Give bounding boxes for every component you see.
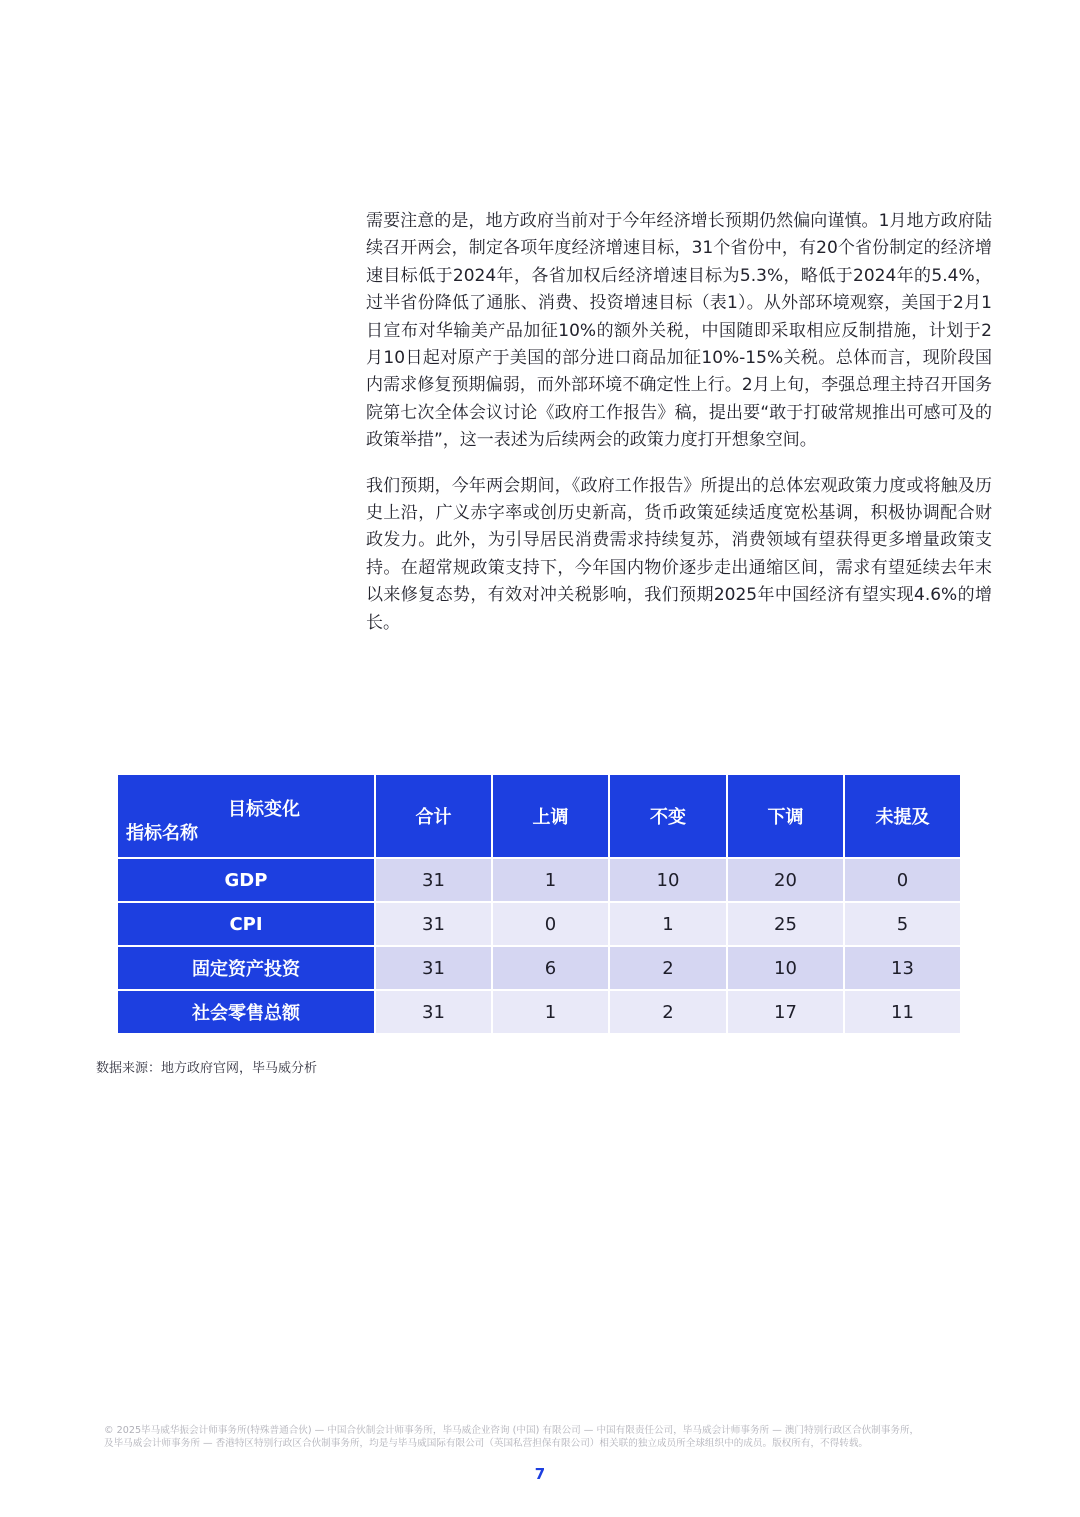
header-lowered: 下调 [727, 774, 844, 858]
table-cell: 20 [727, 858, 844, 902]
paragraph-2: 我们预期，今年两会期间，《政府工作报告》所提出的总体宏观政策力度或将触及历史上沿，广义赤字率或创历史新高，货币政策延续适度宽松基调，积极协调配合财政发力。此外，为引导居民消费需求持续复苏，消费领域有望获得更多增量政策支持。在超常规政策支持下，今年国内物价逐步走出通缩区间，需求有望延续去年末以来修复态势，有效对冲关税影响，我们预期2025年中国经济有望实现4.6%的增长。 [366, 475, 992, 633]
table-cell: 11 [844, 990, 961, 1034]
province-targets-table [116, 773, 962, 1035]
row-label: 社会零售总额 [117, 990, 375, 1034]
table-cell: 31 [375, 990, 492, 1034]
header-unchanged: 不变 [609, 774, 727, 858]
table-cell: 17 [727, 990, 844, 1034]
table-header-row [117, 774, 961, 858]
header-total: 合计 [375, 774, 492, 858]
data-source-note: 数据来源：地方政府官网，毕马威分析 [96, 1061, 318, 1076]
table-cell: 31 [375, 946, 492, 990]
table-row [117, 858, 961, 902]
table-row [117, 990, 961, 1034]
paragraph-1: 需要注意的是，地方政府当前对于今年经济增长预期仍然偏向谨慎。1月地方政府陆续召开两会，制定各项年度经济增速目标，31个省份中，有20个省份制定的经济增速目标低于2024年，各省加权后经济增速目标为5.3%，略低于2024年的5.4%，过半省份降低了通胀、消费、投资增速目标（表1）。从外部环境观察，美国于2月1日宣布对华输美产品加征10%的额外关税，中国随即采取相应反制措施，计划于2月10日起对原产于美国的部分进口商品加征10%-15%关税。总体而言，现阶段国内需求修复预期偏弱，而外部环境不确定性上行。2月上旬，李强总理主持召开国务院第七次全体会议讨论《政府工作报告》稿，提出要“敢于打破常规推出可感可及的政策举措”，这一表述为后续两会的政策力度打开想象空间。 [366, 211, 992, 451]
table-cell: 1 [609, 902, 727, 946]
table-row [117, 902, 961, 946]
page-number: 7 [534, 1465, 546, 1483]
copyright-line-1: © 2025毕马威华振会计师事务所(特殊普通合伙) — 中国合伙制会计师事务所，毕马威企业咨询 (中国) 有限公司 — 中国有限责任公司，毕马威会计师事务所 — 澳门特别行政区合伙制事务所， [104, 1425, 920, 1436]
table-cell: 6 [492, 946, 609, 990]
header-not-mentioned: 未提及 [844, 774, 961, 858]
corner-header-target-change: 目标变化 [228, 799, 300, 820]
table-cell: 5 [844, 902, 961, 946]
table-cell: 2 [609, 946, 727, 990]
table-cell: 31 [375, 858, 492, 902]
row-label: GDP [117, 858, 375, 902]
table-row [117, 946, 961, 990]
copyright-line-2: 及毕马威会计师事务所 — 香港特区特别行政区合伙制事务所，均是与毕马威国际有限公司（英国私营担保有限公司）相关联的独立成员所全球组织中的成员。版权所有，不得转载。 [104, 1438, 869, 1449]
table-cell: 0 [492, 902, 609, 946]
table-cell: 10 [609, 858, 727, 902]
table-cell: 25 [727, 902, 844, 946]
header-raised: 上调 [492, 774, 609, 858]
copyright-footer [104, 1424, 984, 1450]
table-cell: 2 [609, 990, 727, 1034]
corner-header-cell [117, 774, 375, 858]
table-cell: 31 [375, 902, 492, 946]
table-cell: 1 [492, 990, 609, 1034]
table-cell: 10 [727, 946, 844, 990]
corner-header-indicator-name: 指标名称 [126, 823, 198, 844]
row-label: CPI [117, 902, 375, 946]
body-text [366, 208, 992, 655]
table-cell: 1 [492, 858, 609, 902]
row-label: 固定资产投资 [117, 946, 375, 990]
table-cell: 0 [844, 858, 961, 902]
table-cell: 13 [844, 946, 961, 990]
